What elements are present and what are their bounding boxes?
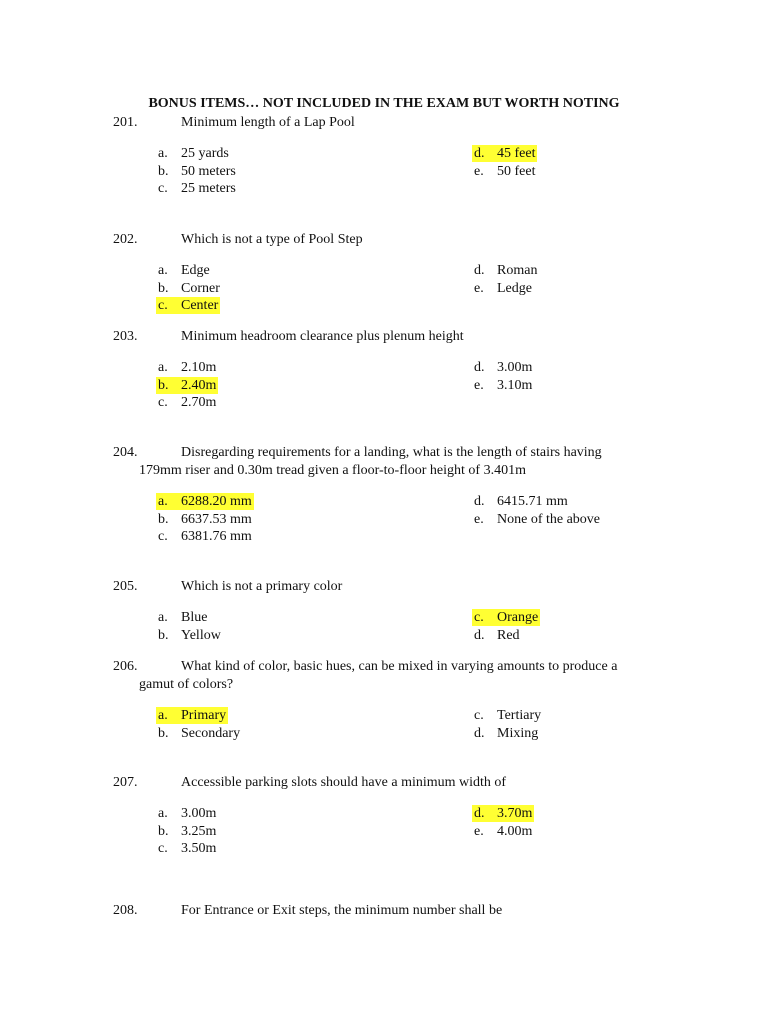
option-text: Red <box>497 627 520 643</box>
option-letter: c. <box>158 181 168 197</box>
question-text: What kind of color, basic hues, can be mixed in varying amounts to produce a <box>181 659 618 674</box>
option-letter: e. <box>474 377 484 393</box>
option-letter: a. <box>158 494 168 509</box>
option-letter: a. <box>158 610 168 625</box>
option-text: 50 meters <box>181 163 236 179</box>
option-letter: e. <box>474 511 484 527</box>
question-number: 207. <box>113 775 138 790</box>
question-number: 205. <box>113 579 138 594</box>
option-letter: d. <box>474 494 485 509</box>
option-text: Roman <box>497 263 538 278</box>
option-text: 6637.53 mm <box>181 511 252 527</box>
option-text: Blue <box>181 610 208 625</box>
option-letter: d. <box>474 360 485 375</box>
option-letter: b. <box>158 377 169 393</box>
option-letter: a. <box>158 360 168 375</box>
option-letter: c. <box>158 841 168 857</box>
question-text: Accessible parking slots should have a minimum width of <box>181 775 507 790</box>
option-text: 45 feet <box>497 146 536 161</box>
option-letter: e. <box>474 163 484 179</box>
option-letter: e. <box>474 823 484 839</box>
option-text: 3.10m <box>497 377 533 393</box>
option-letter: c. <box>158 395 168 411</box>
question-text-continued: 179mm riser and 0.30m tread given a floor-to-floor height of 3.401m <box>139 463 526 478</box>
option-letter: c. <box>158 298 168 314</box>
question-text: Minimum length of a Lap Pool <box>181 115 355 130</box>
question-number: 201. <box>113 115 138 130</box>
option-text: Secondary <box>181 725 241 741</box>
option-text: 6415.71 mm <box>497 494 568 509</box>
question-number: 206. <box>113 659 138 674</box>
option-text: 4.00m <box>497 823 533 839</box>
option-text: Edge <box>181 263 210 278</box>
option-text: 3.00m <box>497 360 533 375</box>
question-number: 203. <box>113 329 138 344</box>
question-text: Disregarding requirements for a landing, what is the length of stairs having <box>181 445 602 460</box>
question-text: For Entrance or Exit steps, the minimum number shall be <box>181 903 503 918</box>
option-letter: d. <box>474 725 485 741</box>
option-letter: e. <box>474 280 484 296</box>
question-text: Which is not a primary color <box>181 579 343 594</box>
option-letter: b. <box>158 511 169 527</box>
option-text: Tertiary <box>497 708 542 723</box>
option-text: 25 yards <box>181 146 229 161</box>
document-title: BONUS ITEMS… NOT INCLUDED IN THE EXAM BUT WORTH NOTING <box>148 96 620 111</box>
option-letter: c. <box>158 529 168 545</box>
option-letter: b. <box>158 627 169 643</box>
option-letter: b. <box>158 823 169 839</box>
option-text: Center <box>181 298 219 314</box>
option-text: 2.40m <box>181 377 217 393</box>
option-text: 3.25m <box>181 823 217 839</box>
option-text: Mixing <box>497 725 539 741</box>
option-letter: a. <box>158 708 168 723</box>
question-number: 208. <box>113 903 138 918</box>
option-letter: b. <box>158 725 169 741</box>
option-text: 3.50m <box>181 841 217 857</box>
option-letter: d. <box>474 627 485 643</box>
question-text-continued: gamut of colors? <box>139 677 234 692</box>
option-text: 2.10m <box>181 360 217 375</box>
option-text: 25 meters <box>181 181 236 197</box>
option-text: Yellow <box>181 627 221 643</box>
option-letter: c. <box>474 708 484 723</box>
question-text: Which is not a type of Pool Step <box>181 232 363 247</box>
option-text: 3.00m <box>181 806 217 821</box>
option-text: 3.70m <box>497 806 533 821</box>
question-text: Minimum headroom clearance plus plenum height <box>181 329 464 344</box>
option-text: Ledge <box>497 280 532 296</box>
option-text: 2.70m <box>181 395 217 411</box>
option-letter: a. <box>158 263 168 278</box>
question-number: 204. <box>113 445 138 460</box>
option-text: 50 feet <box>497 163 536 179</box>
option-text: Orange <box>497 610 539 625</box>
option-letter: b. <box>158 280 169 296</box>
option-letter: c. <box>474 610 484 625</box>
option-letter: a. <box>158 806 168 821</box>
option-letter: a. <box>158 146 168 161</box>
question-number: 202. <box>113 232 138 247</box>
option-text: 6288.20 mm <box>181 494 252 509</box>
option-text: None of the above <box>497 511 601 527</box>
option-text: Corner <box>181 280 220 296</box>
option-letter: d. <box>474 263 485 278</box>
option-letter: b. <box>158 163 169 179</box>
option-letter: d. <box>474 806 485 821</box>
option-text: Primary <box>181 708 227 723</box>
option-letter: d. <box>474 146 485 161</box>
option-text: 6381.76 mm <box>181 529 252 545</box>
